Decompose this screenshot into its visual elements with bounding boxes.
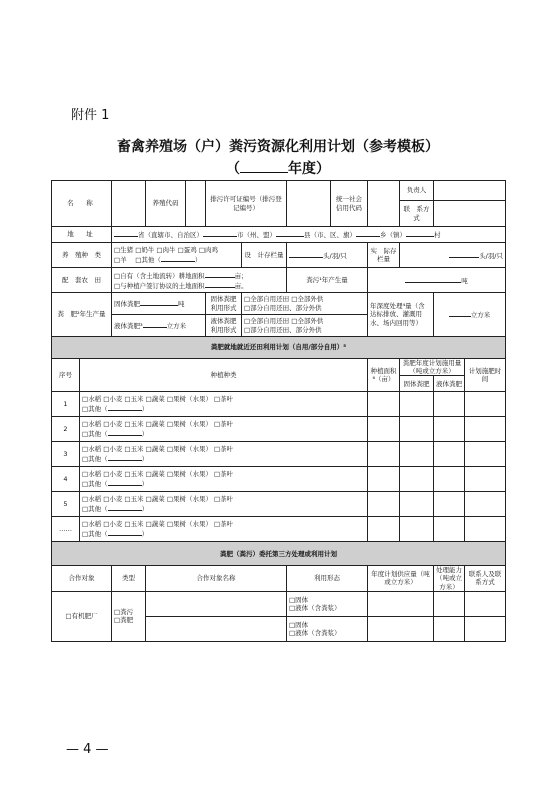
name-label: 名 称 [52, 181, 112, 227]
breeding-code-label: 养殖代码 [146, 181, 186, 227]
deep-treatment-value[interactable]: 立方米 [434, 293, 506, 337]
design-capacity-value[interactable]: 头/羽/只 [287, 243, 368, 268]
liquid-mode-options[interactable]: □全部自用还田 □全部外供 □部分自用还田、部分外供 [242, 315, 368, 337]
col-no: 序号 [52, 359, 80, 392]
table-row [52, 442, 506, 467]
species-options[interactable] [112, 243, 242, 268]
area-cell[interactable] [368, 492, 400, 517]
solid-cell[interactable] [400, 392, 434, 417]
address-value[interactable]: 省（直辖市、自治区） 市（州、盟） 县（市、区、旗） 乡（镇） 村 [112, 227, 506, 243]
credit-code-label: 统一社会信用代码 [331, 181, 368, 227]
col-partner: 合作对象 [52, 566, 112, 591]
time-cell[interactable] [465, 492, 506, 517]
solid-mode-options[interactable]: □全部自用还田 □全部外供 □部分自用还田、部分外供 [242, 293, 368, 315]
supply-cell[interactable] [368, 591, 434, 616]
field-plan-header: 粪肥就地就近还田利用计划（自用/部分自用）⁵ [52, 337, 506, 359]
manure-production-label: 粪 肥²年生产量 [52, 293, 112, 337]
crop-options[interactable]: □水稻 □小麦 □玉米 □蔬菜 □果树（水果） □茶叶 □其他（ ） [80, 467, 368, 492]
area-cell[interactable] [368, 442, 400, 467]
table-row [52, 467, 506, 492]
capacity-cell[interactable] [434, 591, 465, 616]
actual-capacity-value[interactable]: 头/羽/只 [400, 243, 506, 268]
row-no: 3 [52, 442, 80, 467]
col-form: 利用形态 [287, 566, 368, 591]
liquid-mode-label: 液体粪肥利用形式 [206, 315, 242, 337]
farmland-options[interactable] [112, 268, 287, 293]
address-label: 地 址 [52, 227, 112, 243]
crop-options[interactable]: □水稻 □小麦 □玉米 □蔬菜 □果树（水果） □茶叶 □其他（ ） [80, 442, 368, 467]
contact-cell[interactable] [465, 591, 506, 616]
capacity-cell[interactable] [434, 616, 465, 641]
area-cell[interactable] [368, 517, 400, 542]
liquid-manure-value[interactable]: 液体粪肥³ 立方米 [112, 315, 206, 337]
farmland-contract[interactable]: □与种植户签订协议的土地面积 亩。 [114, 282, 248, 290]
solid-cell[interactable] [400, 517, 434, 542]
year-blank[interactable] [240, 160, 288, 173]
supply-cell[interactable] [368, 616, 434, 641]
row-no: 2 [52, 417, 80, 442]
form-options[interactable]: □固体 □液体（含粪浆） [287, 591, 368, 616]
permit-value[interactable] [287, 181, 331, 227]
col-area: 种植面积⁶（亩） [368, 359, 400, 392]
col-solid: 固体粪肥 [400, 376, 434, 392]
name-value[interactable] [112, 181, 146, 227]
solid-cell[interactable] [400, 467, 434, 492]
year-open-paren: （ [226, 161, 240, 177]
row-no: 4 [52, 467, 80, 492]
attachment-label: 附件 1 [71, 108, 110, 123]
partner-name-cell[interactable] [146, 591, 287, 616]
row-no: 1 [52, 392, 80, 417]
credit-code-value[interactable] [368, 181, 400, 227]
contact-label: 联 系方 式 [400, 201, 434, 227]
crop-options[interactable]: □水稻 □小麦 □玉米 □蔬菜 □果树（水果） □茶叶 □其他（ ） [80, 492, 368, 517]
crop-options[interactable]: □水稻 □小麦 □玉米 □蔬菜 □果树（水果） □茶叶 □其他（ ） [80, 417, 368, 442]
solid-cell[interactable] [400, 492, 434, 517]
solid-cell[interactable] [400, 417, 434, 442]
design-capacity-label: 设 计存栏量 [242, 243, 287, 268]
solid-manure-value[interactable]: 固体粪肥 吨 [112, 293, 206, 315]
form-options[interactable]: □固体 □液体（含粪浆） [287, 616, 368, 641]
area-cell[interactable] [368, 467, 400, 492]
time-cell[interactable] [465, 392, 506, 417]
owner-value[interactable] [434, 181, 506, 201]
breeding-code-value[interactable] [186, 181, 206, 227]
crop-options[interactable]: □水稻 □小麦 □玉米 □蔬菜 □果树（水果） □茶叶 □其他（ ） [80, 392, 368, 417]
area-cell[interactable] [368, 417, 400, 442]
actual-capacity-label: 实 际存栏量 [368, 243, 400, 268]
solid-mode-label: 固体粪肥利用形式 [206, 293, 242, 315]
solid-cell[interactable] [400, 442, 434, 467]
page-number: — 4 — [66, 742, 109, 757]
plan-form-table [51, 180, 515, 642]
owner-label: 负责人 [400, 181, 434, 201]
contact-cell[interactable] [465, 616, 506, 641]
species-line2[interactable]: □羊 □其他（ ） [114, 256, 202, 264]
col-type: 类型 [112, 566, 146, 591]
time-cell[interactable] [465, 417, 506, 442]
form-title: 畜禽养殖场（户）粪污资源化利用计划（参考模板） [117, 139, 439, 155]
liquid-cell[interactable] [434, 442, 465, 467]
col-capacity: 处理能力（吨或立方米） [434, 566, 465, 591]
col-partner-name: 合作对象名称 [146, 566, 287, 591]
liquid-cell[interactable] [434, 417, 465, 442]
liquid-cell[interactable] [434, 517, 465, 542]
col-contact: 联系人及联系方式 [465, 566, 506, 591]
permit-label: 排污许可证编号（排污登记编号） [206, 181, 287, 227]
partner-type-option[interactable]: □有机肥厂 [52, 591, 112, 641]
table-row [52, 517, 506, 542]
liquid-cell[interactable] [434, 467, 465, 492]
annual-output-label: 粪污¹年产生量 [287, 268, 368, 293]
time-cell[interactable] [465, 517, 506, 542]
material-type-options[interactable]: □粪污 □粪肥 [112, 591, 146, 641]
table-row [52, 392, 506, 417]
col-liquid: 液体粪肥 [434, 376, 465, 392]
third-party-plan-header: 粪肥（粪污）委托第三方处理或利用计划 [52, 542, 506, 566]
species-line1[interactable]: □生猪 □奶牛 □肉牛 □蛋鸡 □肉鸡 [114, 245, 218, 254]
deep-treatment-label: 年深度处理⁴量（含达标排放、灌溉用水、场内回用等） [368, 293, 434, 337]
partner-name-cell[interactable] [146, 616, 287, 641]
crop-options[interactable]: □水稻 □小麦 □玉米 □蔬菜 □果树（水果） □茶叶 □其他（ ） [80, 517, 368, 542]
liquid-cell[interactable] [434, 492, 465, 517]
year-suffix: 年度） [288, 161, 330, 177]
table-row [52, 417, 506, 442]
row-no: 5 [52, 492, 80, 517]
year-line [0, 158, 556, 178]
species-label: 养 殖种 类 [52, 243, 112, 268]
liquid-cell[interactable] [434, 392, 465, 417]
col-amount: 粪肥年度计划施用量（吨或立方米） [400, 359, 465, 376]
contact-value[interactable] [434, 201, 506, 227]
col-supply: 年度计划供应量（吨或立方米） [368, 566, 434, 591]
farmland-own[interactable]: □自有（含土地流转）耕地面积 亩； [114, 271, 248, 280]
table-row [52, 492, 506, 517]
time-cell[interactable] [465, 442, 506, 467]
col-crop: 种植种类 [80, 359, 368, 392]
area-cell[interactable] [368, 392, 400, 417]
row-no: …… [52, 517, 80, 542]
farmland-label: 配 套农 田 [52, 268, 112, 293]
time-cell[interactable] [465, 467, 506, 492]
annual-output-value[interactable]: 吨 [368, 268, 506, 293]
col-time: 计划施肥时 间 [465, 359, 506, 392]
